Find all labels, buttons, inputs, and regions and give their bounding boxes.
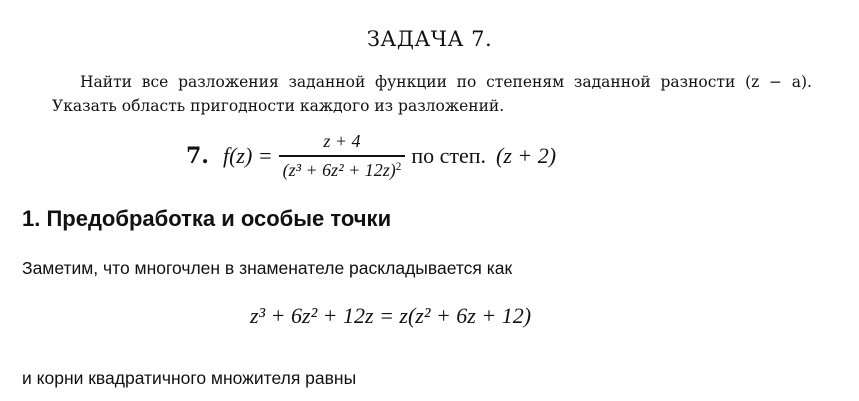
function-fraction — [279, 131, 406, 181]
factorization-equation: z³ + 6z² + 12z = z(z² + 6z + 12) — [250, 303, 532, 328]
task-statement: Найти все разложения заданной функции по степеням заданной разности (z − a). Указать область пригодности каждого из разложений. — [52, 73, 812, 115]
fraction-numerator: z + 4 — [323, 131, 361, 152]
denominator-base: (z³ + 6z² + 12z) — [282, 159, 396, 180]
fraction-denominator — [279, 157, 406, 181]
task-title: ЗАДАЧА 7. — [366, 27, 493, 51]
main-formula — [186, 126, 556, 186]
problem-number: 7. — [186, 143, 209, 169]
expansion-point: (z + 2) — [496, 143, 557, 168]
function-lhs: f(z) = — [222, 143, 273, 168]
paragraph-intro: Заметим, что многочлен в знаменателе раскладывается как — [22, 258, 513, 278]
paragraph-roots: и корни квадратичного множителя равны — [22, 368, 357, 388]
expansion-label: по степ. — [411, 143, 487, 168]
denominator-exponent: 2 — [395, 160, 402, 173]
section-heading: 1. Предобработка и особые точки — [22, 206, 392, 231]
